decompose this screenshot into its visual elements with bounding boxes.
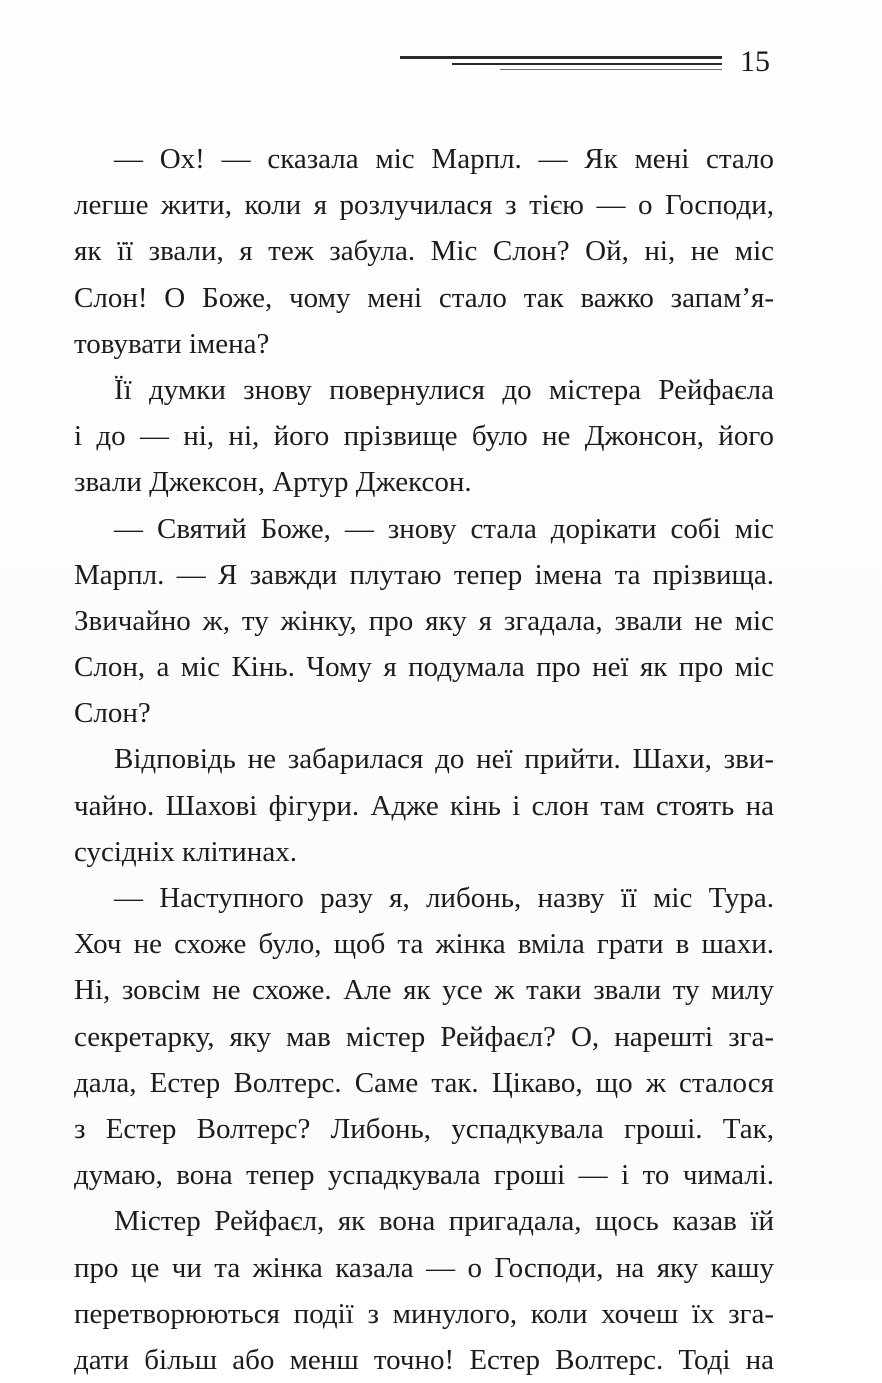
text-line: Слон, а міс Кінь. Чому я подумала про неї як про міс <box>74 651 774 684</box>
header-rule-thick <box>400 56 722 59</box>
text-line: — Святий Боже, — знову стала дорікати собі міс <box>114 512 774 545</box>
text-line: звали Джексон, Артур Джексон. <box>74 466 472 499</box>
text-line: як її звали, я теж забула. Міс Слон? Ой, ні, не міс <box>74 235 774 268</box>
header-rule-medium <box>452 63 722 65</box>
text-line: Містер Рейфаєл, як вона пригадала, щось казав їй <box>114 1205 774 1238</box>
text-line: перетворюються події з минулого, коли хочеш їх зга- <box>74 1297 774 1330</box>
page-header <box>400 44 780 84</box>
body-text <box>74 136 774 1383</box>
text-line: дала, Естер Волтерс. Саме так. Цікаво, що ж сталося <box>74 1066 774 1099</box>
text-line: Її думки знову повернулися до містера Рейфаєла <box>114 373 774 406</box>
text-line: Марпл. — Я завжди плутаю тепер імена та прізвища. <box>74 558 774 591</box>
text-line: — Наступного разу я, либонь, назву її міс Тура. <box>114 882 774 914</box>
text-line: Слон! О Боже, чому мені стало так важко запам’я- <box>74 281 774 314</box>
page-number: 15 <box>740 45 770 78</box>
text-line: Звичайно ж, ту жінку, про яку я згадала, звали не міс <box>74 604 774 637</box>
text-line: і до — ні, ні, його прізвище було не Джонсон, його <box>74 420 774 453</box>
text-line: Відповідь не забарилася до неї прийти. Шахи, зви- <box>114 743 774 776</box>
text-line: секретарку, яку мав містер Рейфаєл? О, нарешті зга- <box>74 1020 774 1053</box>
text-line: — Ох! — сказала міс Марпл. — Як мені стало <box>114 143 774 175</box>
text-line: легше жити, коли я розлучилася з тією — о Господи, <box>74 189 774 222</box>
text-line: сусідніх клітинах. <box>74 835 297 868</box>
text-line: про це чи та жінка казала — о Господи, на яку кашу <box>74 1251 774 1284</box>
header-rule-thin <box>500 69 722 70</box>
text-line: дати більш або менш точно! Естер Волтерс. Тоді на <box>74 1343 774 1376</box>
text-line: товувати імена? <box>74 327 270 360</box>
text-line: Ні, зовсім не схоже. Але як усе ж таки звали ту милу <box>74 974 774 1007</box>
text-line: чайно. Шахові фігури. Адже кінь і слон там стоять на <box>74 789 774 822</box>
text-line: Слон? <box>74 697 151 730</box>
text-line: думаю, вона тепер успадкувала гроші — і то чималі. <box>74 1159 774 1192</box>
text-line: Хоч не схоже було, щоб та жінка вміла грати в шахи. <box>74 928 774 961</box>
text-line: з Естер Волтерс? Либонь, успадкувала гроші. Так, <box>74 1112 774 1145</box>
